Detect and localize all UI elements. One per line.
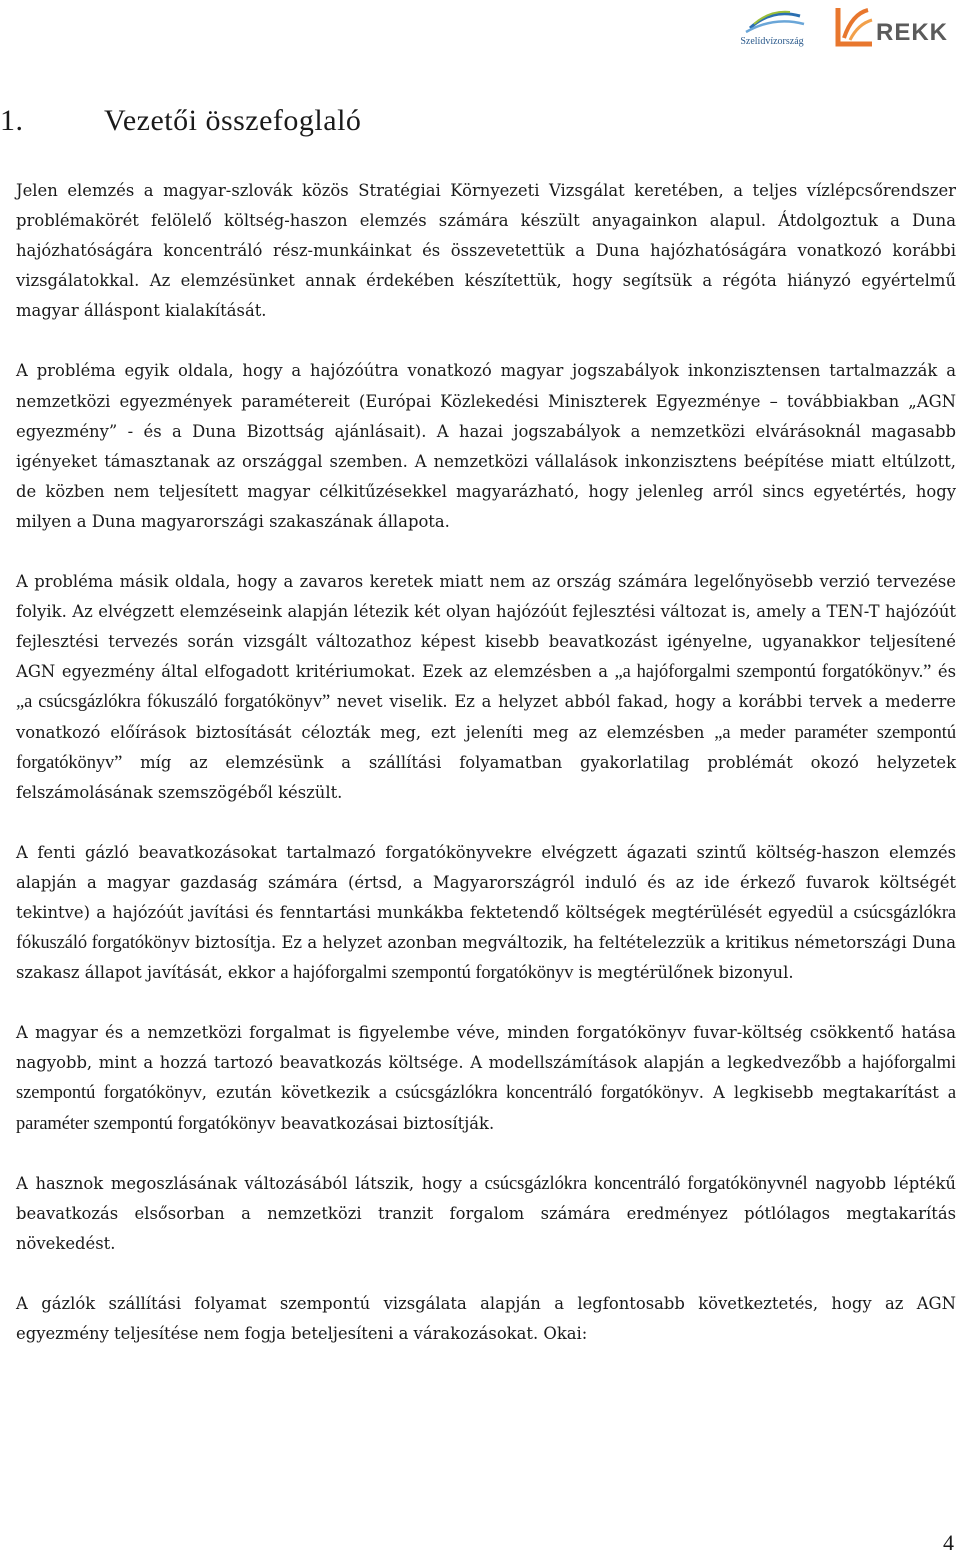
emphasis-span: „a csúcsgázlókra fókuszáló forgatókönyv” <box>16 692 331 713</box>
text-span: míg az elemzésünk a szállítási folyamatban gyakorlatilag problémát okozó helyzetek felszámolásának szemszögéből készült. <box>16 752 956 802</box>
szelidvizorszag-logo <box>720 2 824 50</box>
text-span: A probléma másik oldala, hogy a zavaros keretek miatt nem az ország számára legelőnyösebb verzió tervezése folyik. Az elvégzett elemzéseink alapján létezik két olyan hajózóút fejlesztési változat is, amely a TEN-T hajózóút fejlesztési tervezés során vizsgált változathoz képest kisebb beavatkozást igényelne, ugyanakkor teljesítené AGN egyezmény által elfogadott kritériumokat. Ezek az elemzésben a <box>16 572 956 682</box>
text-span: A fenti gázló beavatkozásokat tartalmazó forgatókönyvekre elvégzett ágazati szintű költség-haszon elemzés alapján a magyar gazdaság számára (értsd, a Magyarországról induló és az ide érkező fuvarok költségét tekintve) a hajózóút javítási és fenntartási munkákba fektetendő költségek megtérülését egyedül <box>16 842 956 922</box>
paragraph-3 <box>16 567 956 808</box>
emphasis-span: a paraméter szempontú forgatókönyv <box>16 1083 956 1134</box>
text-span: A magyar és a nemzetközi forgalmat is figyelembe véve, minden forgatókönyv fuvar-költség csökkentő hatása nagyobb, mint a hozzá tartozó beavatkozás költsége. A modellszámítások alapján a legkedvezőbb <box>16 1023 956 1073</box>
emphasis-span: „a hajóforgalmi szempontú forgatókönyv.” <box>614 662 932 683</box>
header-logos <box>720 0 960 56</box>
rekk-logo <box>832 4 960 50</box>
text-span: . A legkisebb megtakarítást <box>698 1083 948 1103</box>
section-title: Vezetői összefoglaló <box>104 104 362 137</box>
paragraph-1: Jelen elemzés a magyar-szlovák közös Stratégiai Környezeti Vizsgálat keretében, a teljes vízlépcsőrendszer problémakörét felölelő költség-haszon elemzés számára készült anyagainkon alapul. Átdolgoztuk a Duna hajózhatóságára koncentráló rész-munkáinkat és összevetettük a Duna hajózhatóságára vonatkozó korábbi vizsgálatokkal. Az elemzésünket annak érdekében készítettük, hogy segítsük a régóta hiányzó egyértelmű magyar álláspont kialakítását. <box>16 181 956 321</box>
emphasis-span: a csúcsgázlókra koncentráló forgatókönyvnél <box>469 1173 808 1194</box>
text-span: nagyobb léptékű beavatkozás elsősorban a nemzetközi tranzit forgalom számára eredményez pótlólagos megtakarítás növekedést. <box>16 1173 956 1253</box>
emphasis-span: „a meder paraméter szempontú forgatókönyv” <box>16 722 956 773</box>
rekk-wordmark: REKK <box>876 19 949 46</box>
paragraph-6 <box>16 1169 956 1259</box>
text-span: és <box>931 662 956 682</box>
paragraph-5 <box>16 1018 956 1138</box>
section-heading <box>0 104 361 138</box>
text-span: biztosítja. Ez a helyzet azonban megváltozik, ha feltételezzük a kritikus németországi Duna szakasz állapot javítását, ekkor <box>16 933 957 983</box>
wave-logo-icon <box>720 2 824 38</box>
text-span: A hasznok megoszlásának változásából látszik, hogy <box>16 1173 470 1193</box>
text-span: , ezután következik <box>201 1083 379 1103</box>
emphasis-span: a hajóforgalmi szempontú forgatókönyv <box>16 1053 957 1104</box>
text-span: is megtérülőnek bizonyul. <box>573 963 794 983</box>
page-number: 4 <box>943 1530 954 1555</box>
paragraph-2: A probléma egyik oldala, hogy a hajózóútra vonatkozó magyar jogszabályok inkonzisztensen tartalmazzák a nemzetközi egyezmények paramétereit (Európai Közlekedési Miniszterek Egyezménye – továbbiakban „AGN egyezmény” - és a Duna Bizottság ajánlásait). A hazai jogszabályok a nemzetközi elvárásoknál magasabb igényeket támasztanak az országgal szemben. A nemzetközi vállalások inkonzisztens beépítése miatt eltúlzott, de közben nem teljesített magyar célkitűzésekkel magyarázható, hogy jelenleg arról sincs egyetértés, hogy milyen a Duna magyarországi szakaszának állapota. <box>16 361 956 531</box>
emphasis-span: a hajóforgalmi szempontú forgatókönyv <box>280 963 574 984</box>
paragraph-7: A gázlók szállítási folyamat szempontú vizsgálata alapján a legfontosabb következtetés, hogy az AGN egyezmény teljesítése nem fogja beteljesíteni a várakozásokat. Okai: <box>16 1293 956 1343</box>
paragraph-4 <box>16 838 956 988</box>
rekk-mark-icon <box>832 4 876 50</box>
text-span: beavatkozásai biztosítják. <box>275 1113 495 1133</box>
document-body <box>16 176 956 1379</box>
emphasis-span: a csúcsgázlókra fókuszáló forgatókönyv <box>16 902 956 954</box>
szelidvizorszag-caption: Szelídvízország <box>740 36 804 47</box>
emphasis-span: a csúcsgázlókra koncentráló forgatókönyv <box>378 1083 699 1104</box>
text-span: nevet viselik. Ez a helyzet abból fakad, hogy a korábbi tervek a mederre vonatkozó előírások biztosítását célozták meg, ezt jeleníti meg az elemzésben <box>16 692 956 742</box>
section-number: 1. <box>0 104 24 137</box>
